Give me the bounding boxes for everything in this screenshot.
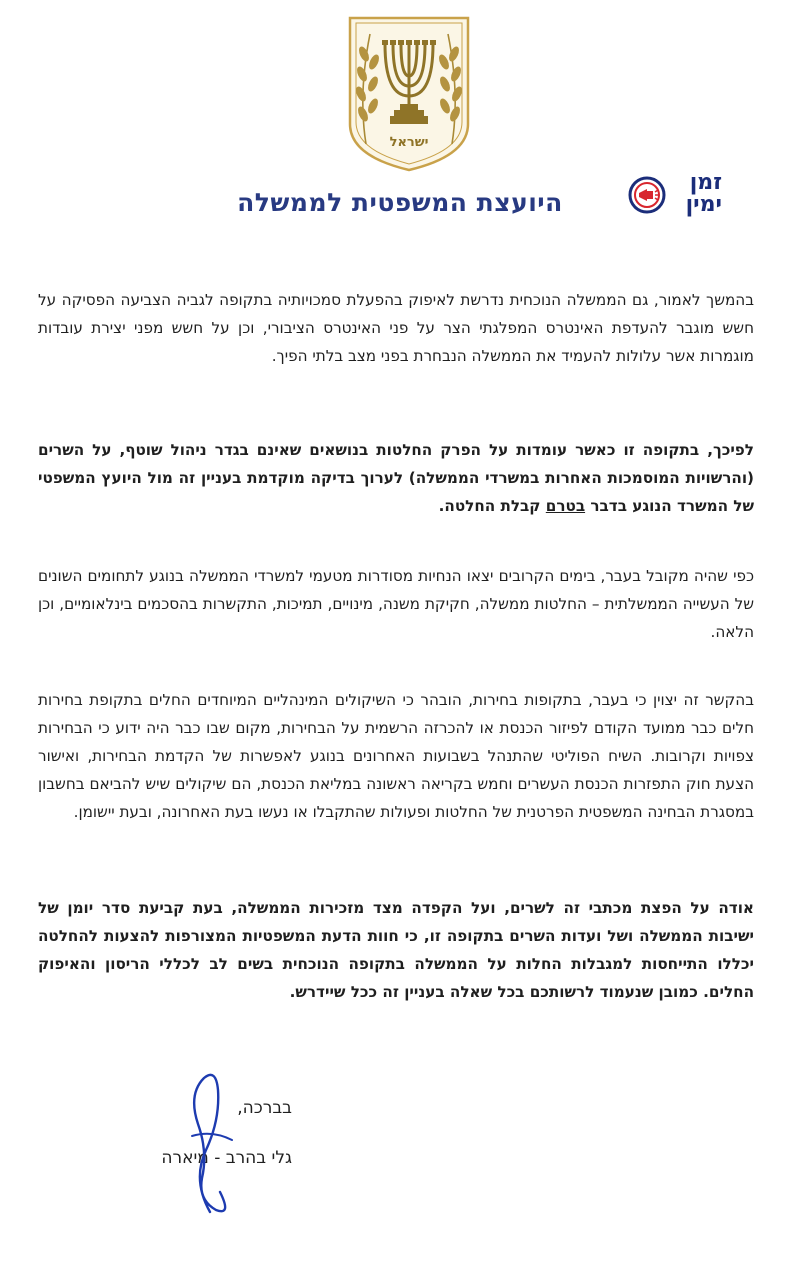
handwritten-signature: [162, 1060, 262, 1220]
signer-name: גלי בהרב - מיארה: [161, 1148, 292, 1168]
paragraph-3: כפי שהיה מקובל בעבר, בימים הקרובים יצאו הנחיות מסודרות מטעמי למשרדי הממשלה בנוגע לתחומים השונים של העשייה הממשלתית – החלטות ממשלה, חקיקת משנה, מינויים, תמיכות, התקשרות בהסכמים בינלאומיים, וכן הלאה.: [38, 567, 754, 641]
closing-greeting: בברכה,: [237, 1098, 292, 1118]
state-emblem: [344, 14, 474, 172]
paragraph-1: בהמשך לאמור, גם הממשלה הנוכחית נדרשת לאיפוק בהפעלת סמכויותיה בתקופה לגביה הצביעה הפסיקה על חשש מוגבר להעדפת האינטרס המפלגתי הצר על פני האינטרס הציבורי, וכן על חשש מפני יצירת עובדות מוגמרות אשר עלולות להעמיד את הממשלה הנבחרת בפני מצב בלתי הפיך.: [38, 291, 754, 365]
paragraph-2-text: לפיכך, בתקופה זו כאשר עומדות על הפרק החלטות בנושאים שאינם בגדר ניהול שוטף, על השרים (והרשויות המוסמכות האחרות במשרדי הממשלה) לערוך בדיקה מוקדמת בעניין זה מול היועץ המשפטי של המשרד הנוגע בדבר: [38, 441, 754, 515]
paragraph-2-end: קבלת החלטה.: [438, 497, 541, 515]
paragraph-4: בהקשר זה יצוין כי בעבר, בתקופות בחירות, הובהר כי השיקולים המינהליים המיוחדים החלים בתקופת בחירות חלים כבר ממועד הקודם לפיזור הכנסת או להכרזה הרשמית על הבחירות, מקום שבו כבר היה ידוע כי הבחירות צפויות וקרובות. השיח הפוליטי שהתנהל בשבועות האחרונים בנוגע לאפשרות של הקדמת הבחירות, ואישור הצעת חוק התפזרות הכנסת העשרים וחמש בקריאה ראשונה במליאת הכנסת, הם שיקולים שיש להביאם בחשבון במסגרת הבחינה המשפטית הפרטנית של החלטות ופעולות שהתקבלו או נעשו בעת האחרונה, ובעת יישומן.: [38, 691, 754, 821]
office-title: היועצת המשפטית לממשלה: [237, 188, 563, 217]
emblem-text: ישראל: [389, 135, 429, 150]
logo-text-top: זמן: [689, 170, 722, 195]
zman-yamin-logo: [626, 170, 722, 218]
megaphone-icon: [628, 176, 666, 214]
logo-text-bottom: ימין: [685, 192, 722, 217]
paragraph-2-underlined: בטרם: [545, 497, 586, 515]
paragraph-5: אודה על הפצת מכתבי זה לשרים, ועל הקפדה מצד מזכירות הממשלה, בעת קביעת סדר יומן של ישיבות הממשלה ושל ועדות השרים בתקופה זו, כי חוות הדעת המשפטיות המצורפות להצעות להחלטה יכללו התייחסות למגבלות החלות על הממשלה בתקופה הנוכחית בשים לב לכללי הריסון והאיפוק החלים. כמובן שנעמוד לרשותכם בכל שאלה בעניין זה ככל שיידרש.: [38, 899, 754, 1001]
paragraph-2: [38, 436, 754, 520]
menorah-icon: [344, 14, 474, 172]
